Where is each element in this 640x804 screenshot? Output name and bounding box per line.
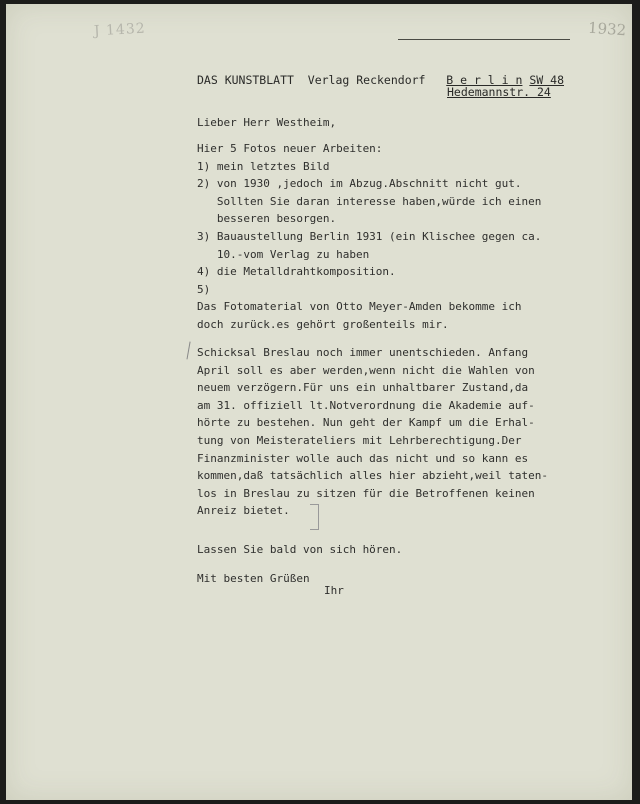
top-rule [398,39,570,40]
paragraph-breslau: Schicksal Breslau noch immer unentschieden. Anfang April soll es aber werden,wenn nicht die Wahlen von neuem verzögern.Für uns ein unhaltbarer Zustand,da am 31. offiziell lt.Notverordnung die Akademie auf- hörte zu bestehen. Nun geht der Kampf um die Erhal- tung von Meisterateliers mit Lehrberechtigung.Der Finanzminister wolle auch das nicht und so kann es kommen,daß tatsächlich alles hier abzieht,weil taten- los in Breslau zu sitzen für die Betroffenen keinen Anreiz bietet. [197,346,548,518]
addressee: DAS KUNSTBLATT Verlag Reckendorf [197,73,426,87]
margin-pencil-tick [186,342,196,361]
archive-pencil-mark: J 1432 [93,20,147,40]
city: B e r l i n [446,73,523,87]
district: SW 48 [529,73,564,87]
paragraph-fotomaterial: Das Fotomaterial von Otto Meyer-Amden bekomme ich doch zurück.es gehört großenteils mir. [197,300,522,331]
signature: Ihr [324,584,344,597]
salutation: Lieber Herr Westheim, [197,116,337,129]
year-pencil-mark: 1932 [587,18,627,40]
closing: Mit besten Grüßen [197,572,310,585]
paragraph-request: Lassen Sie bald von sich hören. [197,543,403,556]
street-address: Hedemannstr. 24 [447,85,551,99]
letter-page [6,4,632,800]
margin-pencil-bracket [310,504,319,530]
paragraph-photos: Hier 5 Fotos neuer Arbeiten: 1) mein letztes Bild 2) von 1930 ,jedoch im Abzug.Abschnitt nicht gut. Sollten Sie daran interesse haben,würde ich einen besseren besorgen. 3) Bauaustellung Berlin 1931 (ein Klischee gegen ca. 10.-vom Verlag zu haben 4) die Metalldrahtkomposition. 5) [197,142,542,296]
